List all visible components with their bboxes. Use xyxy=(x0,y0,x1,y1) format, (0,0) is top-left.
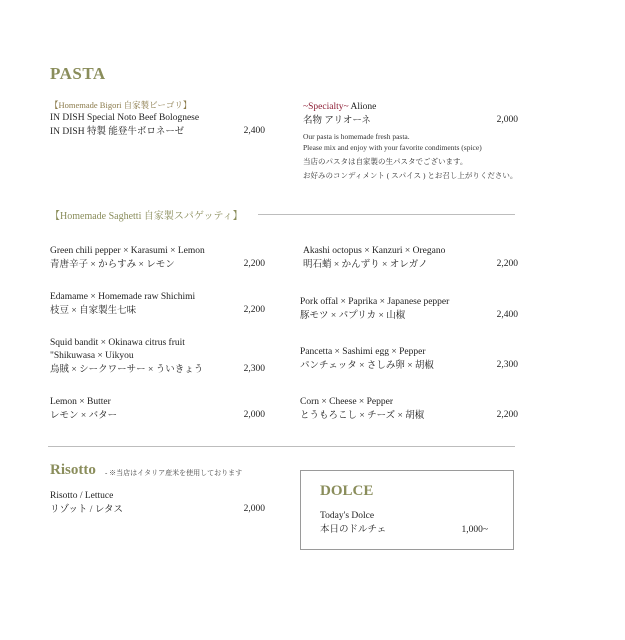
risotto-title: Risotto xyxy=(50,462,96,478)
risotto-note: - ※当店はイタリア産米を使用しております xyxy=(105,469,243,477)
bigori-item-price: 2,400 xyxy=(243,126,265,136)
spaghetti-left-2-jp: 枝豆 × 自家製生七味 xyxy=(50,306,137,316)
specialty-note-4: お好みのコンディメント ( スパイス ) とお召し上がりください。 xyxy=(303,171,518,180)
spaghetti-section-rule xyxy=(258,214,515,215)
bigori-item-jp: IN DISH 特製 能登牛ボロネーゼ xyxy=(50,127,185,137)
spaghetti-right-3-price: 2,300 xyxy=(496,360,518,370)
specialty-item-price: 2,000 xyxy=(496,115,518,125)
pasta-title: PASTA xyxy=(50,64,106,83)
bigori-item-en: IN DISH Special Noto Beef Bolognese xyxy=(50,113,200,123)
dolce-item-jp: 本日のドルチェ xyxy=(320,525,387,535)
dolce-item-en: Today's Dolce xyxy=(320,511,375,521)
spaghetti-left-3-en: Squid bandit × Okinawa citrus fruit xyxy=(50,338,185,348)
spaghetti-right-1-en: Akashi octopus × Kanzuri × Oregano xyxy=(303,246,446,256)
specialty-note-1: Our pasta is homemade fresh pasta. xyxy=(303,132,410,141)
spaghetti-right-1-price: 2,200 xyxy=(496,259,518,269)
spaghetti-left-1-price: 2,200 xyxy=(243,259,265,269)
specialty-label-prefix: ~Specialty~ xyxy=(303,102,349,112)
spaghetti-left-4-jp: レモン × バター xyxy=(50,411,118,421)
spaghetti-right-2-jp: 豚モツ × パプリカ × 山椒 xyxy=(300,311,406,321)
specialty-label-name: Alione xyxy=(348,102,377,112)
spaghetti-left-1-en: Green chili pepper × Karasumi × Lemon xyxy=(50,246,205,256)
spaghetti-right-4-price: 2,200 xyxy=(496,410,518,420)
spaghetti-left-4-price: 2,000 xyxy=(243,410,265,420)
bigori-section-label: 【Homemade Bigori 自家製ビーゴリ】 xyxy=(50,100,192,110)
spaghetti-right-1-jp: 明石蛸 × かんずり × オレガノ xyxy=(303,260,428,270)
risotto-item-price: 2,000 xyxy=(243,504,265,514)
spaghetti-right-2-price: 2,400 xyxy=(496,310,518,320)
spaghetti-left-3-jp: 烏賊 × シークワーサー × ういきょう xyxy=(50,365,204,375)
risotto-item-en: Risotto / Lettuce xyxy=(50,491,114,501)
specialty-note-3: 当店のパスタは自家製の生パスタでございます。 xyxy=(303,157,468,166)
risotto-item-jp: リゾット / レタス xyxy=(50,505,123,515)
spaghetti-left-2-price: 2,200 xyxy=(243,305,265,315)
spaghetti-left-1-jp: 青唐辛子 × からすみ × レモン xyxy=(50,260,175,270)
spaghetti-right-3-en: Pancetta × Sashimi egg × Pepper xyxy=(300,347,426,357)
spaghetti-right-2-en: Pork offal × Paprika × Japanese pepper xyxy=(300,297,450,307)
spaghetti-right-4-jp: とうもろこし × チーズ × 胡椒 xyxy=(300,411,425,421)
spaghetti-left-2-en: Edamame × Homemade raw Shichimi xyxy=(50,292,196,302)
spaghetti-left-4-en: Lemon × Butter xyxy=(50,397,111,407)
dolce-title: DOLCE xyxy=(320,483,374,499)
spaghetti-right-4-en: Corn × Cheese × Pepper xyxy=(300,397,394,407)
spaghetti-section-label: 【Homemade Saghetti 自家製スパゲッティ】 xyxy=(50,211,243,222)
specialty-note-2: Please mix and enjoy with your favorite condiments (spice) xyxy=(303,143,482,152)
dolce-item-price: 1,000~ xyxy=(461,525,488,535)
risotto-divider xyxy=(48,446,515,447)
spaghetti-right-3-jp: パンチェッタ × さしみ卵 × 胡椒 xyxy=(300,361,434,371)
specialty-label xyxy=(303,100,376,114)
spaghetti-left-3-price: 2,300 xyxy=(243,364,265,374)
spaghetti-left-3-en2: "Shikuwasa × Uikyou xyxy=(50,351,134,361)
specialty-item-jp: 名物 アリオーネ xyxy=(303,116,371,126)
